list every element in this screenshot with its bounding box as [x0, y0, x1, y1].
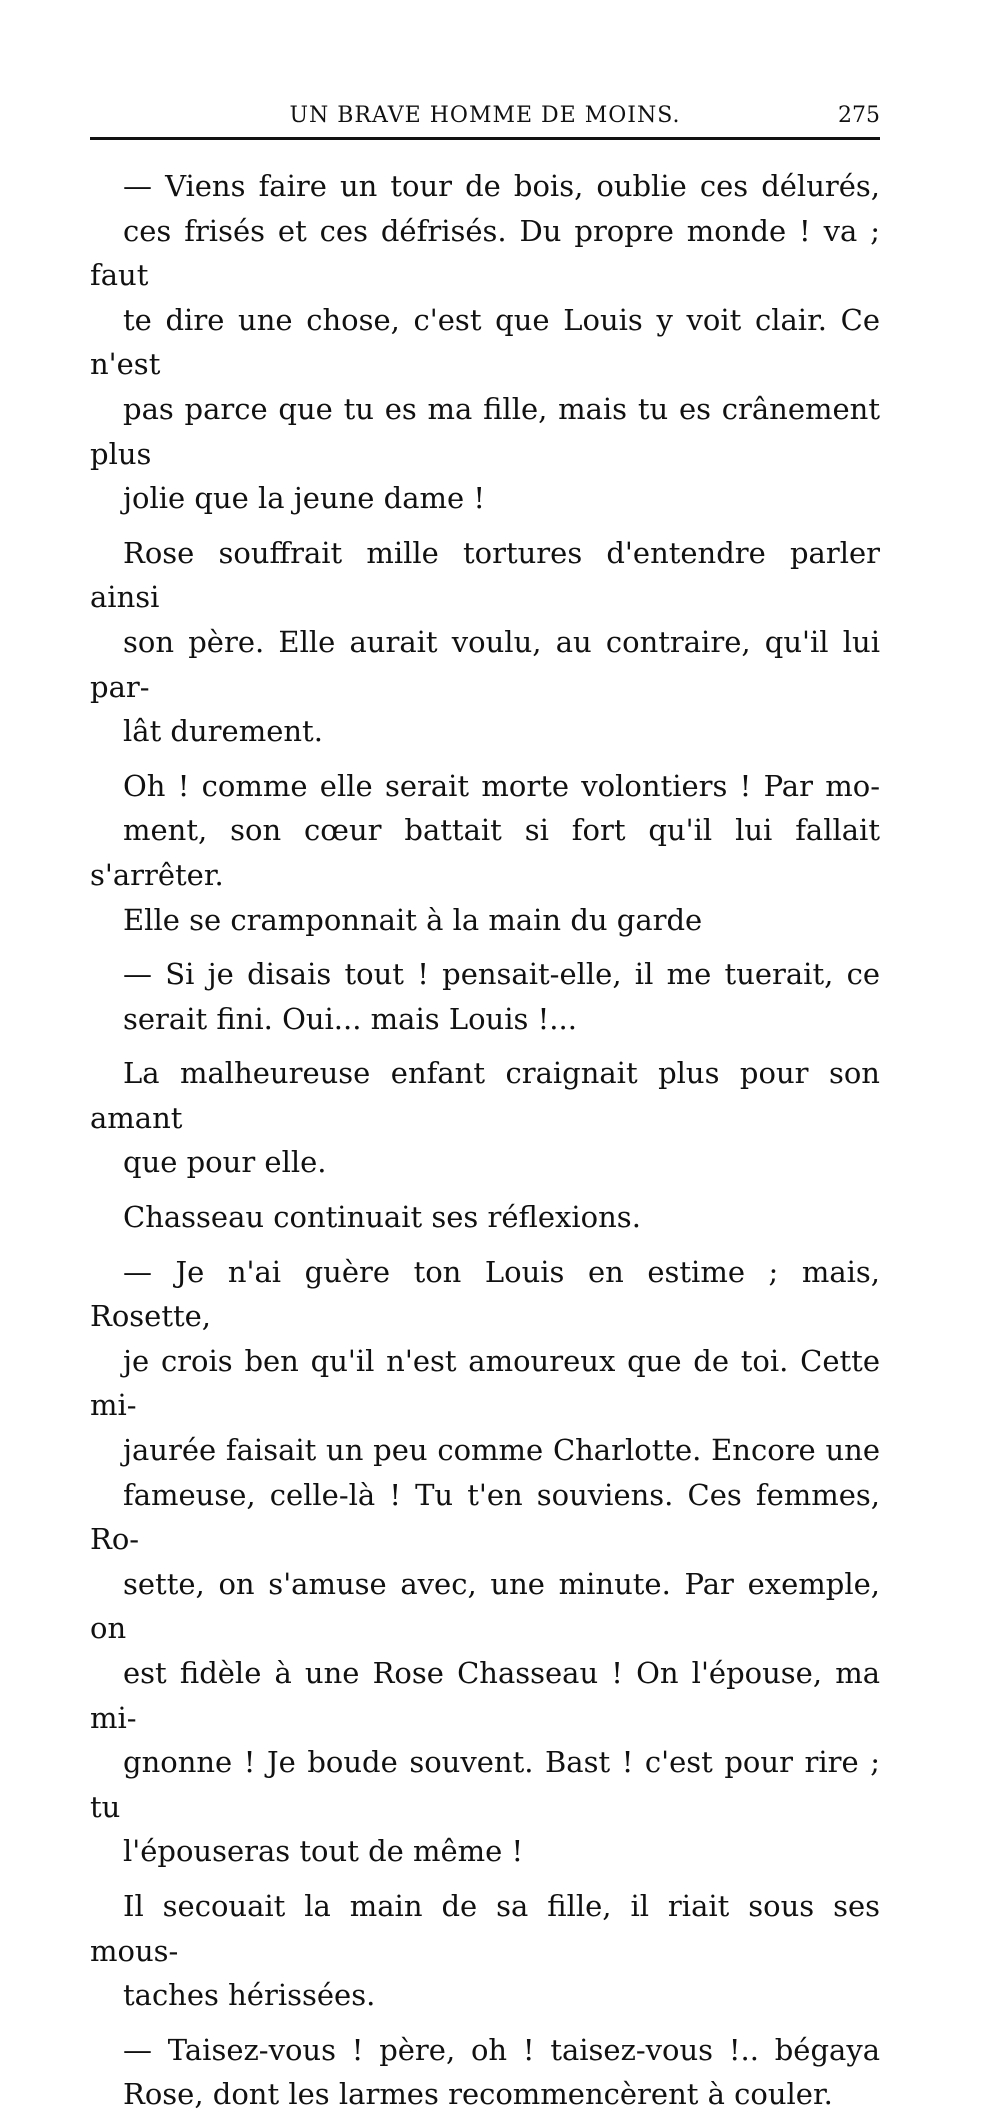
- text-line: pas parce que tu es ma fille, mais tu es crânement plus: [90, 391, 880, 471]
- text-line: sette, on s'amuse avec, une minute. Par exemple, on: [90, 1566, 880, 1646]
- text-line: Rose souffrait mille tortures d'entendre parler ainsi: [90, 535, 880, 615]
- text-line: Oh ! comme elle serait morte volontiers ! Par mo-: [123, 768, 880, 803]
- text-line: — Si je disais tout ! pensait-elle, il me tuerait, ce: [123, 957, 880, 992]
- text-line: est fidèle à une Rose Chasseau ! On l'épouse, ma mi-: [90, 1656, 880, 1735]
- text-line: jolie que la jeune dame !: [123, 481, 486, 516]
- paragraph: [90, 952, 880, 1041]
- paragraph: [90, 1195, 880, 1240]
- text-line: l'épouseras tout de même !: [123, 1834, 524, 1869]
- text-line: taches hérissées.: [123, 1978, 376, 2013]
- book-page: [90, 95, 880, 2127]
- running-head: [90, 95, 880, 140]
- paragraph: [90, 1051, 880, 1185]
- text-line: gnonne ! Je boude souvent. Bast ! c'est pour rire ; tu: [90, 1745, 880, 1824]
- paragraph: [90, 531, 880, 754]
- paragraph: [90, 764, 880, 942]
- text-line: serait fini. Oui... mais Louis !...: [123, 1001, 577, 1036]
- text-line: jaurée faisait un peu comme Charlotte. Encore une: [123, 1433, 880, 1468]
- text-line: La malheureuse enfant craignait plus pour son amant: [90, 1056, 880, 1135]
- page-number: 275: [838, 103, 880, 128]
- text-line: lât durement.: [123, 714, 323, 749]
- text-line: ces frisés et ces défrisés. Du propre monde ! va ; faut: [90, 213, 880, 293]
- text-line: que pour elle.: [123, 1145, 327, 1180]
- text-body: [90, 164, 880, 2117]
- text-line: — Viens faire un tour de bois, oublie ces délurés,: [123, 169, 880, 203]
- text-line: — Taisez-vous ! père, oh ! taisez-vous !.. bégaya: [123, 2032, 880, 2067]
- running-title: UN BRAVE HOMME DE MOINS.: [289, 103, 681, 128]
- text-line: Rose, dont les larmes recommencèrent à couler.: [123, 2077, 833, 2112]
- text-line: Chasseau continuait ses réflexions.: [123, 1200, 641, 1235]
- paragraph: [90, 164, 880, 521]
- paragraph: [90, 1250, 880, 1874]
- text-line: fameuse, celle-là ! Tu t'en souviens. Ces femmes, Ro-: [90, 1477, 880, 1557]
- text-line: Il secouait la main de sa fille, il riait sous ses mous-: [90, 1888, 880, 1968]
- paragraph: [90, 2028, 880, 2117]
- paragraph: [90, 1884, 880, 2018]
- text-line: son père. Elle aurait voulu, au contraire, qu'il lui par-: [90, 624, 880, 704]
- text-line: te dire une chose, c'est que Louis y voit clair. Ce n'est: [90, 302, 880, 382]
- text-line: — Je n'ai guère ton Louis en estime ; mais, Rosette,: [90, 1254, 880, 1334]
- text-line: je crois ben qu'il n'est amoureux que de toi. Cette mi-: [90, 1343, 880, 1423]
- text-line: Elle se cramponnait à la main du garde: [123, 902, 703, 937]
- text-line: ment, son cœur battait si fort qu'il lui fallait s'arrêter.: [90, 813, 880, 892]
